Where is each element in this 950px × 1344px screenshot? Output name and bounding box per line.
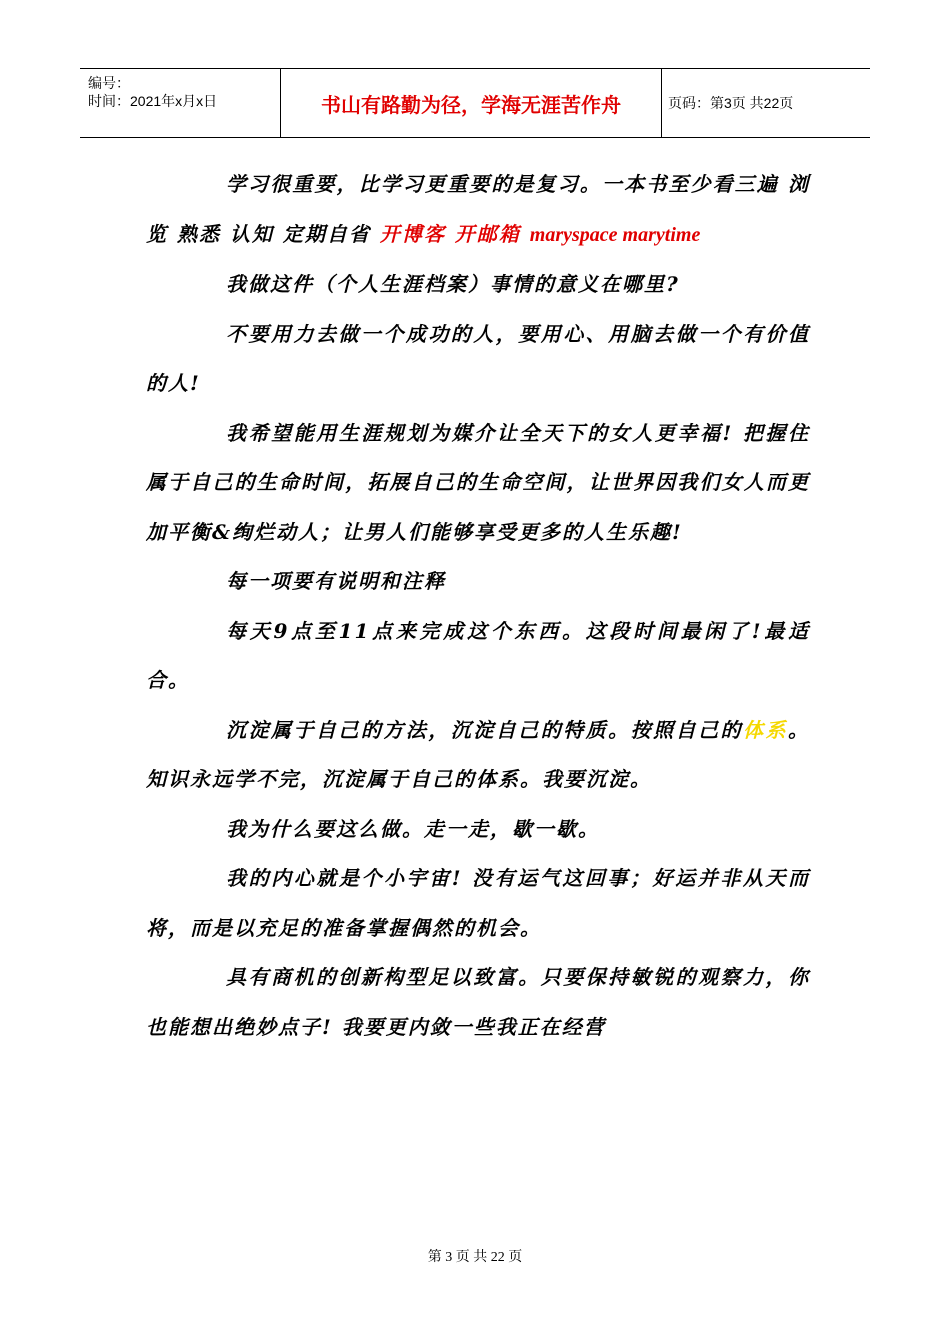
paragraph-1-red-text: 开博客 开邮箱	[379, 221, 530, 246]
paragraph-10: 具有商机的创新构型足以致富。只要保持敏锐的观察力，你也能想出绝妙点子! 我要更内敛一些我正在经营	[146, 965, 810, 1039]
header-motto: 书山有路勤为径，学海无涯苦作舟	[280, 69, 662, 137]
document-header	[80, 68, 870, 138]
paragraph-9: 我的内心就是个小宇宙! 没有运气这回事；好运并非从天而将，而是以充足的准备掌握偶然的机会。	[146, 866, 810, 940]
paragraph-7-text-b: 。 知识永远学不完，沉淀属于自己的体系。我要沉淀。	[146, 717, 811, 791]
paragraph-6: 每天9点至11点来完成这个东西。这段时间最闲了!最适合。	[146, 618, 810, 692]
paragraph-1-latin-text: maryspace marytime	[529, 223, 701, 246]
header-page-info: 页码：第3页 共22页	[668, 95, 794, 111]
header-meta	[80, 69, 280, 137]
paragraph-1-text: 学习很重要，比学习更重要的是复习。一本书至少看三遍 浏览 熟悉 认知 定期自省	[146, 172, 810, 246]
page-footer: 第 3 页 共 22 页	[427, 1250, 523, 1265]
paragraph-7-text-a: 沉淀属于自己的方法，沉淀自己的特质。按照自己的	[226, 717, 744, 742]
paragraph-4: 我希望能用生涯规划为媒介让全天下的女人更幸福! 把握住属于自己的生命时间，拓展自己的生命空间，让世界因我们女人而更加平衡&绚烂动人；让男人们能够享受更多的人生乐趣!	[146, 420, 810, 544]
paragraph-5: 每一项要有说明和注释	[226, 569, 446, 593]
document-number: 编号：	[88, 75, 130, 91]
paragraph-1	[146, 160, 810, 260]
paragraph-7-highlight: 体系	[743, 717, 789, 742]
paragraph-2: 我做这件（个人生涯档案）事情的意义在哪里?	[226, 272, 680, 296]
document-time: 时间：2021年x月x日	[88, 93, 218, 109]
paragraph-8: 我为什么要这么做。走一走，歇一歇。	[226, 816, 600, 841]
paragraph-7	[146, 706, 810, 805]
document-body	[146, 160, 810, 1052]
paragraph-3: 不要用力去做一个成功的人，要用心、用脑去做一个有价值的人!	[146, 321, 810, 395]
